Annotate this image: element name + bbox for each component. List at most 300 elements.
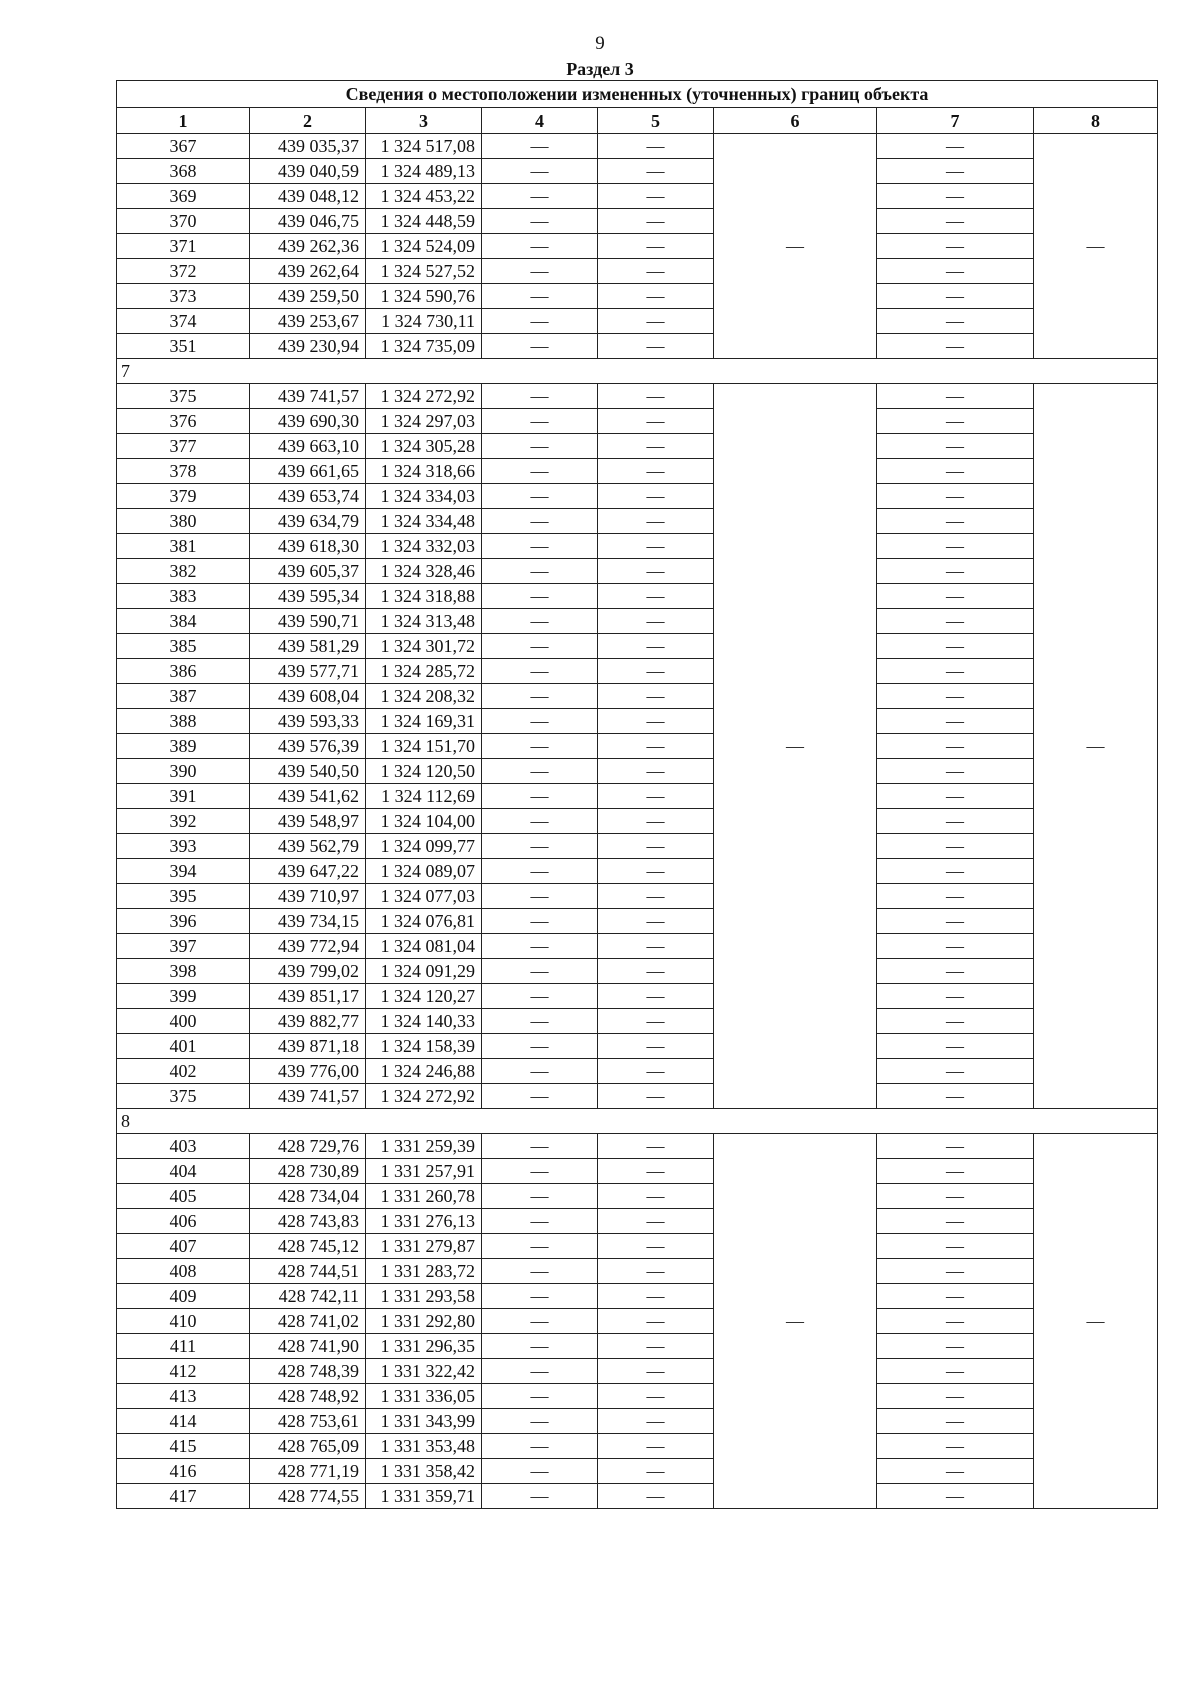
- coordinate-x-cell: 439 647,22: [250, 859, 366, 884]
- column-4-cell: —: [482, 1434, 598, 1459]
- column-5-cell: —: [598, 684, 714, 709]
- point-number-cell: 369: [117, 184, 250, 209]
- column-4-cell: —: [482, 1359, 598, 1384]
- coordinate-y-cell: 1 331 322,42: [366, 1359, 482, 1384]
- table-row: [117, 1059, 1158, 1084]
- point-number-cell: 405: [117, 1184, 250, 1209]
- column-4-cell: —: [482, 184, 598, 209]
- table-row: [117, 509, 1158, 534]
- point-number-cell: 376: [117, 409, 250, 434]
- column-5-cell: —: [598, 259, 714, 284]
- coordinate-y-cell: 1 331 260,78: [366, 1184, 482, 1209]
- coordinate-y-cell: 1 324 081,04: [366, 934, 482, 959]
- coordinate-x-cell: 439 772,94: [250, 934, 366, 959]
- coordinate-x-cell: 439 262,36: [250, 234, 366, 259]
- coordinate-y-cell: 1 324 735,09: [366, 334, 482, 359]
- column-4-cell: —: [482, 509, 598, 534]
- coordinate-x-cell: 428 743,83: [250, 1209, 366, 1234]
- column-5-cell: —: [598, 634, 714, 659]
- column-7-cell: —: [877, 509, 1034, 534]
- table-row: [117, 984, 1158, 1009]
- point-number-cell: 392: [117, 809, 250, 834]
- column-5-cell: —: [598, 384, 714, 409]
- column-5-cell: —: [598, 834, 714, 859]
- column-5-cell: —: [598, 1284, 714, 1309]
- point-number-cell: 367: [117, 134, 250, 159]
- column-7-cell: —: [877, 809, 1034, 834]
- column-5-cell: —: [598, 1359, 714, 1384]
- column-5-cell: —: [598, 1459, 714, 1484]
- point-number-cell: 411: [117, 1334, 250, 1359]
- column-header-5: 5: [598, 108, 714, 134]
- column-7-cell: —: [877, 1134, 1034, 1159]
- column-7-cell: —: [877, 959, 1034, 984]
- column-7-cell: —: [877, 234, 1034, 259]
- column-header-3: 3: [366, 108, 482, 134]
- point-number-cell: 380: [117, 509, 250, 534]
- coordinate-y-cell: 1 324 091,29: [366, 959, 482, 984]
- column-4-cell: —: [482, 209, 598, 234]
- coordinate-y-cell: 1 331 257,91: [366, 1159, 482, 1184]
- point-number-cell: 379: [117, 484, 250, 509]
- coordinate-y-cell: 1 324 313,48: [366, 609, 482, 634]
- coordinate-y-cell: 1 324 334,48: [366, 509, 482, 534]
- coordinate-x-cell: 439 046,75: [250, 209, 366, 234]
- column-4-cell: —: [482, 784, 598, 809]
- table-row: [117, 184, 1158, 209]
- column-5-cell: —: [598, 184, 714, 209]
- column-4-cell: —: [482, 284, 598, 309]
- coordinate-x-cell: 439 663,10: [250, 434, 366, 459]
- column-7-cell: —: [877, 1284, 1034, 1309]
- column-5-cell: —: [598, 809, 714, 834]
- table-row: [117, 259, 1158, 284]
- column-7-cell: —: [877, 609, 1034, 634]
- coordinate-y-cell: 1 324 158,39: [366, 1034, 482, 1059]
- column-4-cell: —: [482, 684, 598, 709]
- table-row: [117, 409, 1158, 434]
- column-5-cell: —: [598, 134, 714, 159]
- column-5-cell: —: [598, 584, 714, 609]
- table-row: [117, 909, 1158, 934]
- coordinate-x-cell: 428 748,92: [250, 1384, 366, 1409]
- column-4-cell: —: [482, 234, 598, 259]
- column-6-merged-cell: —: [714, 134, 877, 359]
- column-4-cell: —: [482, 909, 598, 934]
- table-row: [117, 584, 1158, 609]
- coordinate-x-cell: 439 593,33: [250, 709, 366, 734]
- coordinate-y-cell: 1 324 590,76: [366, 284, 482, 309]
- point-number-cell: 387: [117, 684, 250, 709]
- point-number-cell: 385: [117, 634, 250, 659]
- coordinate-y-cell: 1 324 305,28: [366, 434, 482, 459]
- column-4-cell: —: [482, 984, 598, 1009]
- column-5-cell: —: [598, 409, 714, 434]
- coordinate-y-cell: 1 324 453,22: [366, 184, 482, 209]
- column-4-cell: —: [482, 559, 598, 584]
- column-7-cell: —: [877, 1384, 1034, 1409]
- column-4-cell: —: [482, 1009, 598, 1034]
- column-4-cell: —: [482, 1159, 598, 1184]
- column-4-cell: —: [482, 484, 598, 509]
- column-4-cell: —: [482, 134, 598, 159]
- point-number-cell: 408: [117, 1259, 250, 1284]
- coordinate-y-cell: 1 324 285,72: [366, 659, 482, 684]
- column-4-cell: —: [482, 884, 598, 909]
- column-8-merged-cell: —: [1034, 1134, 1158, 1509]
- group-row: [117, 359, 1158, 384]
- column-5-cell: —: [598, 534, 714, 559]
- coordinate-x-cell: 439 653,74: [250, 484, 366, 509]
- column-4-cell: —: [482, 334, 598, 359]
- table-row: [117, 1459, 1158, 1484]
- column-header-1: 1: [117, 108, 250, 134]
- coordinate-y-cell: 1 324 334,03: [366, 484, 482, 509]
- column-5-cell: —: [598, 1484, 714, 1509]
- table-row: [117, 884, 1158, 909]
- coordinate-y-cell: 1 331 293,58: [366, 1284, 482, 1309]
- column-4-cell: —: [482, 959, 598, 984]
- coordinate-y-cell: 1 331 336,05: [366, 1384, 482, 1409]
- table-row: [117, 1159, 1158, 1184]
- point-number-cell: 404: [117, 1159, 250, 1184]
- column-5-cell: —: [598, 959, 714, 984]
- table-row: [117, 134, 1158, 159]
- column-7-cell: —: [877, 1059, 1034, 1084]
- column-5-cell: —: [598, 309, 714, 334]
- column-4-cell: —: [482, 459, 598, 484]
- coordinate-x-cell: 428 741,90: [250, 1334, 366, 1359]
- column-7-cell: —: [877, 684, 1034, 709]
- point-number-cell: 406: [117, 1209, 250, 1234]
- point-number-cell: 383: [117, 584, 250, 609]
- column-7-cell: —: [877, 209, 1034, 234]
- column-4-cell: —: [482, 159, 598, 184]
- table-row: [117, 1484, 1158, 1509]
- coordinate-y-cell: 1 324 318,88: [366, 584, 482, 609]
- coordinate-y-cell: 1 324 332,03: [366, 534, 482, 559]
- column-8-merged-cell: —: [1034, 384, 1158, 1109]
- group-label: 7: [117, 359, 1158, 384]
- coordinate-y-cell: 1 331 358,42: [366, 1459, 482, 1484]
- coordinate-x-cell: 439 548,97: [250, 809, 366, 834]
- column-7-cell: —: [877, 434, 1034, 459]
- coordinate-y-cell: 1 324 527,52: [366, 259, 482, 284]
- coordinate-x-cell: 439 540,50: [250, 759, 366, 784]
- point-number-cell: 397: [117, 934, 250, 959]
- column-5-cell: —: [598, 1434, 714, 1459]
- column-4-cell: —: [482, 734, 598, 759]
- column-7-cell: —: [877, 309, 1034, 334]
- table-row: [117, 284, 1158, 309]
- coordinate-y-cell: 1 324 524,09: [366, 234, 482, 259]
- column-4-cell: —: [482, 1134, 598, 1159]
- table-row: [117, 659, 1158, 684]
- point-number-cell: 375: [117, 1084, 250, 1109]
- column-4-cell: —: [482, 709, 598, 734]
- column-5-cell: —: [598, 1184, 714, 1209]
- table-row: [117, 334, 1158, 359]
- table-row: [117, 1009, 1158, 1034]
- column-7-cell: —: [877, 559, 1034, 584]
- column-7-cell: —: [877, 1034, 1034, 1059]
- coordinate-x-cell: 439 576,39: [250, 734, 366, 759]
- point-number-cell: 403: [117, 1134, 250, 1159]
- coordinate-x-cell: 428 734,04: [250, 1184, 366, 1209]
- column-7-cell: —: [877, 1334, 1034, 1359]
- coordinate-x-cell: 428 742,11: [250, 1284, 366, 1309]
- column-4-cell: —: [482, 384, 598, 409]
- column-5-cell: —: [598, 984, 714, 1009]
- table-row: [117, 759, 1158, 784]
- column-4-cell: —: [482, 859, 598, 884]
- column-4-cell: —: [482, 1084, 598, 1109]
- coordinate-x-cell: 439 871,18: [250, 1034, 366, 1059]
- table-row: [117, 534, 1158, 559]
- point-number-cell: 377: [117, 434, 250, 459]
- point-number-cell: 372: [117, 259, 250, 284]
- table-row: [117, 959, 1158, 984]
- coordinate-x-cell: 439 262,64: [250, 259, 366, 284]
- column-5-cell: —: [598, 934, 714, 959]
- coordinate-y-cell: 1 331 353,48: [366, 1434, 482, 1459]
- coordinate-x-cell: 439 590,71: [250, 609, 366, 634]
- table-row: [117, 209, 1158, 234]
- table-row: [117, 859, 1158, 884]
- coordinate-y-cell: 1 331 343,99: [366, 1409, 482, 1434]
- table-caption: Сведения о местоположении измененных (уточненных) границ объекта: [117, 81, 1158, 108]
- point-number-cell: 375: [117, 384, 250, 409]
- coordinate-y-cell: 1 324 099,77: [366, 834, 482, 859]
- coordinate-y-cell: 1 331 283,72: [366, 1259, 482, 1284]
- column-5-cell: —: [598, 759, 714, 784]
- point-number-cell: 402: [117, 1059, 250, 1084]
- coordinate-y-cell: 1 324 448,59: [366, 209, 482, 234]
- column-4-cell: —: [482, 609, 598, 634]
- column-4-cell: —: [482, 634, 598, 659]
- column-7-cell: —: [877, 459, 1034, 484]
- column-4-cell: —: [482, 1184, 598, 1209]
- column-5-cell: —: [598, 559, 714, 584]
- group-label: 8: [117, 1109, 1158, 1134]
- column-5-cell: —: [598, 1209, 714, 1234]
- point-number-cell: 374: [117, 309, 250, 334]
- column-5-cell: —: [598, 1159, 714, 1184]
- table-caption-row: [117, 81, 1158, 108]
- table-row: [117, 934, 1158, 959]
- coordinate-x-cell: 439 690,30: [250, 409, 366, 434]
- coordinate-x-cell: 439 595,34: [250, 584, 366, 609]
- table-row: [117, 734, 1158, 759]
- coordinate-y-cell: 1 324 120,27: [366, 984, 482, 1009]
- table-row: [117, 634, 1158, 659]
- table-row: [117, 1259, 1158, 1284]
- column-7-cell: —: [877, 259, 1034, 284]
- coordinate-x-cell: 439 851,17: [250, 984, 366, 1009]
- point-number-cell: 407: [117, 1234, 250, 1259]
- page-number: 9: [595, 33, 605, 54]
- column-5-cell: —: [598, 159, 714, 184]
- point-number-cell: 370: [117, 209, 250, 234]
- table-row: [117, 1234, 1158, 1259]
- point-number-cell: 371: [117, 234, 250, 259]
- coordinate-y-cell: 1 331 276,13: [366, 1209, 482, 1234]
- coordinate-x-cell: 439 253,67: [250, 309, 366, 334]
- column-5-cell: —: [598, 1134, 714, 1159]
- coordinate-x-cell: 439 605,37: [250, 559, 366, 584]
- table-row: [117, 834, 1158, 859]
- column-7-cell: —: [877, 709, 1034, 734]
- column-7-cell: —: [877, 1309, 1034, 1334]
- column-7-cell: —: [877, 1259, 1034, 1284]
- column-7-cell: —: [877, 784, 1034, 809]
- coordinate-x-cell: 439 608,04: [250, 684, 366, 709]
- column-5-cell: —: [598, 659, 714, 684]
- column-4-cell: —: [482, 1334, 598, 1359]
- column-4-cell: —: [482, 1259, 598, 1284]
- table-row: [117, 384, 1158, 409]
- column-4-cell: —: [482, 1034, 598, 1059]
- point-number-cell: 393: [117, 834, 250, 859]
- column-7-cell: —: [877, 1084, 1034, 1109]
- table-row: [117, 709, 1158, 734]
- table-row: [117, 609, 1158, 634]
- coordinates-table: [116, 80, 1158, 1509]
- column-7-cell: —: [877, 484, 1034, 509]
- coordinate-x-cell: 439 581,29: [250, 634, 366, 659]
- coordinate-y-cell: 1 324 112,69: [366, 784, 482, 809]
- table-row: [117, 1409, 1158, 1434]
- coordinate-x-cell: 439 776,00: [250, 1059, 366, 1084]
- column-7-cell: —: [877, 1184, 1034, 1209]
- column-4-cell: —: [482, 309, 598, 334]
- column-7-cell: —: [877, 759, 1034, 784]
- column-4-cell: —: [482, 1459, 598, 1484]
- column-7-cell: —: [877, 659, 1034, 684]
- column-4-cell: —: [482, 809, 598, 834]
- column-4-cell: —: [482, 1409, 598, 1434]
- coordinate-x-cell: 439 035,37: [250, 134, 366, 159]
- coordinate-x-cell: 439 661,65: [250, 459, 366, 484]
- column-4-cell: —: [482, 409, 598, 434]
- coordinate-x-cell: 439 618,30: [250, 534, 366, 559]
- point-number-cell: 378: [117, 459, 250, 484]
- column-4-cell: —: [482, 1059, 598, 1084]
- coordinate-x-cell: 428 745,12: [250, 1234, 366, 1259]
- column-4-cell: —: [482, 1284, 598, 1309]
- table-row: [117, 1434, 1158, 1459]
- column-4-cell: —: [482, 759, 598, 784]
- point-number-cell: 399: [117, 984, 250, 1009]
- coordinate-x-cell: 439 040,59: [250, 159, 366, 184]
- column-8-merged-cell: —: [1034, 134, 1158, 359]
- column-7-cell: —: [877, 734, 1034, 759]
- coordinate-y-cell: 1 324 272,92: [366, 384, 482, 409]
- column-5-cell: —: [598, 1384, 714, 1409]
- coordinate-x-cell: 428 765,09: [250, 1434, 366, 1459]
- coordinate-y-cell: 1 324 169,31: [366, 709, 482, 734]
- column-7-cell: —: [877, 1459, 1034, 1484]
- coordinate-x-cell: 439 799,02: [250, 959, 366, 984]
- table-row: [117, 1384, 1158, 1409]
- point-number-cell: 398: [117, 959, 250, 984]
- point-number-cell: 401: [117, 1034, 250, 1059]
- coordinate-y-cell: 1 324 076,81: [366, 909, 482, 934]
- point-number-cell: 396: [117, 909, 250, 934]
- coordinate-y-cell: 1 331 359,71: [366, 1484, 482, 1509]
- coordinate-x-cell: 439 710,97: [250, 884, 366, 909]
- column-4-cell: —: [482, 1309, 598, 1334]
- column-4-cell: —: [482, 659, 598, 684]
- table-row: [117, 1309, 1158, 1334]
- coordinate-x-cell: 428 741,02: [250, 1309, 366, 1334]
- coordinate-x-cell: 428 730,89: [250, 1159, 366, 1184]
- point-number-cell: 390: [117, 759, 250, 784]
- section-title: Раздел 3: [566, 59, 634, 79]
- column-7-cell: —: [877, 1409, 1034, 1434]
- column-7-cell: —: [877, 159, 1034, 184]
- point-number-cell: 412: [117, 1359, 250, 1384]
- coordinate-y-cell: 1 331 296,35: [366, 1334, 482, 1359]
- point-number-cell: 394: [117, 859, 250, 884]
- point-number-cell: 395: [117, 884, 250, 909]
- column-7-cell: —: [877, 409, 1034, 434]
- table-row: [117, 1209, 1158, 1234]
- coordinate-y-cell: 1 331 279,87: [366, 1234, 482, 1259]
- coordinate-x-cell: 439 741,57: [250, 1084, 366, 1109]
- column-7-cell: —: [877, 634, 1034, 659]
- point-number-cell: 389: [117, 734, 250, 759]
- column-5-cell: —: [598, 484, 714, 509]
- point-number-cell: 414: [117, 1409, 250, 1434]
- column-7-cell: —: [877, 834, 1034, 859]
- column-7-cell: —: [877, 134, 1034, 159]
- coordinate-y-cell: 1 324 140,33: [366, 1009, 482, 1034]
- coordinate-y-cell: 1 324 120,50: [366, 759, 482, 784]
- column-4-cell: —: [482, 934, 598, 959]
- coordinate-x-cell: 439 259,50: [250, 284, 366, 309]
- coordinate-y-cell: 1 324 517,08: [366, 134, 482, 159]
- column-7-cell: —: [877, 1359, 1034, 1384]
- column-header-2: 2: [250, 108, 366, 134]
- coordinate-y-cell: 1 324 318,66: [366, 459, 482, 484]
- coordinate-y-cell: 1 331 259,39: [366, 1134, 482, 1159]
- column-5-cell: —: [598, 1309, 714, 1334]
- point-number-cell: 373: [117, 284, 250, 309]
- coordinate-x-cell: 428 729,76: [250, 1134, 366, 1159]
- coordinate-y-cell: 1 324 301,72: [366, 634, 482, 659]
- point-number-cell: 382: [117, 559, 250, 584]
- column-7-cell: —: [877, 934, 1034, 959]
- coordinate-y-cell: 1 324 104,00: [366, 809, 482, 834]
- column-5-cell: —: [598, 1059, 714, 1084]
- coordinate-y-cell: 1 324 151,70: [366, 734, 482, 759]
- table-row: [117, 559, 1158, 584]
- coordinate-y-cell: 1 324 208,32: [366, 684, 482, 709]
- point-number-cell: 391: [117, 784, 250, 809]
- table-row: [117, 434, 1158, 459]
- coordinate-x-cell: 439 230,94: [250, 334, 366, 359]
- table-row: [117, 684, 1158, 709]
- table-row: [117, 1084, 1158, 1109]
- point-number-cell: 384: [117, 609, 250, 634]
- column-5-cell: —: [598, 784, 714, 809]
- table-row: [117, 809, 1158, 834]
- column-7-cell: —: [877, 534, 1034, 559]
- column-header-8: 8: [1034, 108, 1158, 134]
- column-5-cell: —: [598, 284, 714, 309]
- table-row: [117, 1334, 1158, 1359]
